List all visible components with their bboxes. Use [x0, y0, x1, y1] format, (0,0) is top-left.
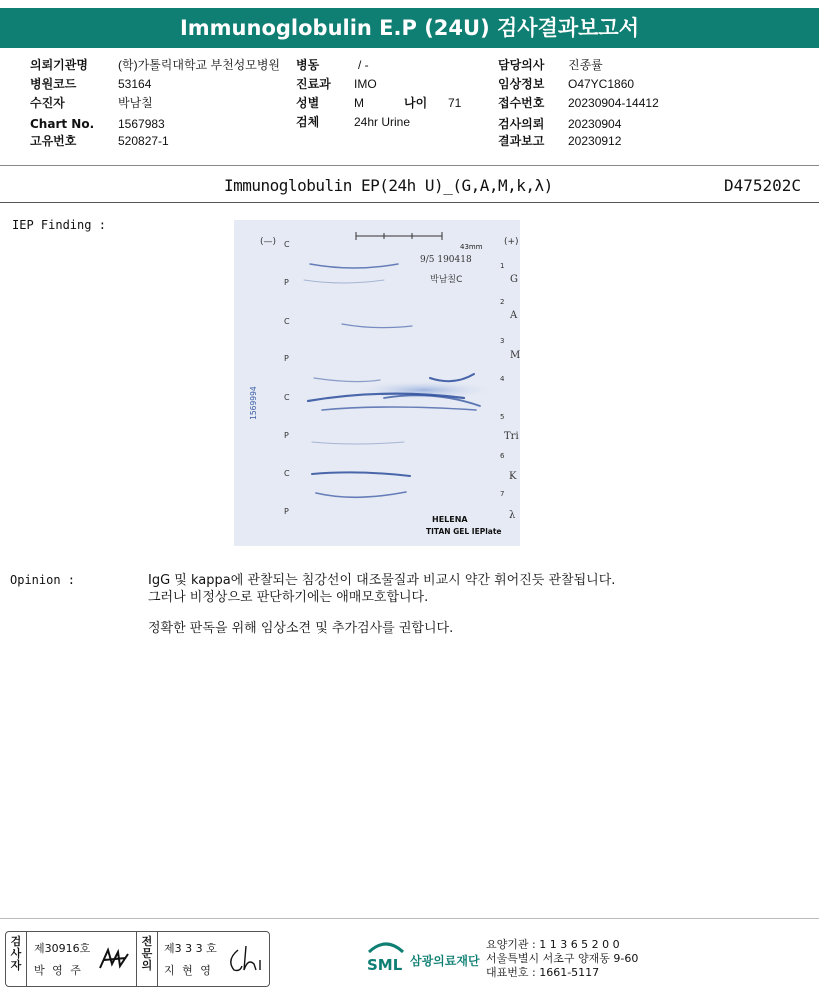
- label-hospital-code: 병원코드: [30, 77, 77, 91]
- gel-label-c4: C: [284, 469, 290, 478]
- specialist-license: 제3 3 3 호: [164, 942, 217, 955]
- gel-svg: [234, 220, 520, 546]
- specialist-title: 전문의: [141, 935, 153, 972]
- value-report-date: 20230912: [568, 134, 622, 148]
- lane-name-k: K: [509, 471, 517, 482]
- lane-number-4: 4: [500, 375, 505, 383]
- label-age: 나이: [404, 96, 428, 110]
- value-patient: 박남칠: [118, 96, 153, 110]
- value-sex: M: [354, 96, 364, 110]
- lane-name-m: M: [510, 350, 520, 361]
- gel-date: 9/5 190418: [420, 255, 472, 265]
- lane-number-3: 3: [500, 337, 505, 345]
- sml-logo-text: SML: [367, 956, 403, 974]
- signature-box: [5, 931, 270, 987]
- specialist-name: 지 현 영: [164, 964, 213, 977]
- org-phone: 대표번호 : 1661-5117: [486, 966, 600, 979]
- opinion-line-2: 그러나 비정상으로 판단하기에는 애매모호합니다.: [148, 590, 429, 605]
- iep-finding-label: IEP Finding :: [12, 218, 106, 232]
- label-ward: 병동: [296, 58, 320, 72]
- opinion-line-1: IgG 및 kappa에 관찰되는 침강선이 대조물질과 비교시 약간 휘어진듯 관찰됩니다.: [148, 573, 616, 588]
- value-hospital-code: 53164: [118, 77, 152, 91]
- label-unique-no: 고유번호: [30, 134, 77, 148]
- org-address: 서울특별시 서초구 양재동 9-60: [486, 952, 639, 965]
- test-code: D475202C: [723, 176, 801, 195]
- org-name: 삼광의료재단: [410, 954, 480, 968]
- report-title: Immunoglobulin E.P (24U) 검사결과보고서: [0, 8, 819, 48]
- gel-plus: (+): [504, 237, 519, 247]
- footer-divider: [0, 918, 819, 919]
- value-unique-no: 520827-1: [118, 134, 169, 148]
- value-receipt-no: 20230904-14412: [568, 96, 659, 110]
- label-sex: 성별: [296, 96, 320, 110]
- label-doctor: 담당의사: [498, 58, 545, 72]
- lane-number-7: 7: [500, 490, 505, 498]
- label-receipt-no: 접수번호: [498, 96, 545, 110]
- test-name: Immunoglobulin EP(24h U)_(G,A,M,k,λ): [224, 176, 553, 195]
- label-requesting-org: 의뢰기관명: [30, 58, 88, 72]
- label-department: 진료과: [296, 77, 331, 91]
- org-contact: [486, 938, 638, 980]
- gel-label-p1: P: [284, 278, 289, 287]
- examiner-name: 박 영 주: [34, 964, 83, 977]
- examiner-title: 검사자: [10, 935, 22, 972]
- iep-gel-image: [234, 220, 520, 546]
- value-age: 71: [448, 96, 462, 110]
- opinion-line-3: 정확한 판독을 위해 임상소견 및 추가검사를 권합니다.: [148, 621, 454, 636]
- lane-number-5: 5: [500, 413, 505, 421]
- gel-label-c3: C: [284, 393, 290, 402]
- value-clinical-info: O47YC1860: [568, 77, 635, 91]
- examiner-license: 제30916호: [34, 942, 91, 955]
- lane-number-1: 1: [500, 262, 505, 270]
- lane-name-tri: Tri: [504, 431, 519, 442]
- lane-name-a: A: [510, 310, 518, 321]
- gel-side-code: 1569994: [249, 386, 258, 420]
- label-report-date: 결과보고: [498, 134, 545, 148]
- lane-name-g: G: [510, 274, 518, 285]
- value-specimen: 24hr Urine: [354, 115, 411, 129]
- value-request-date: 20230904: [568, 117, 622, 131]
- label-clinical-info: 임상정보: [498, 77, 545, 91]
- test-name-row: [0, 176, 819, 200]
- gel-label-c1: C: [284, 240, 290, 249]
- opinion-text: [148, 572, 615, 637]
- gel-label-c2: C: [284, 317, 290, 326]
- value-chart-no: 1567983: [118, 117, 165, 131]
- gel-patient: 박남칠C: [430, 275, 463, 285]
- label-request-date: 검사의뢰: [498, 117, 545, 131]
- sml-logo: [365, 938, 407, 976]
- org-code: 요양기관 : 1 1 3 6 5 2 0 0: [486, 938, 620, 951]
- label-specimen: 검체: [296, 115, 320, 129]
- value-department: IMO: [354, 77, 377, 91]
- divider: [0, 202, 819, 203]
- gel-scale: 43mm: [460, 243, 483, 251]
- value-requesting-org: (학)가톨릭대학교 부천성모병원: [118, 58, 281, 72]
- value-ward: / -: [358, 58, 369, 72]
- divider: [0, 165, 819, 166]
- gel-minus: (—): [260, 237, 277, 247]
- label-chart-no: Chart No.: [30, 117, 95, 131]
- lane-name-lambda: λ: [509, 510, 516, 521]
- lane-number-2: 2: [500, 298, 505, 306]
- examiner-signature: [98, 944, 132, 974]
- value-doctor: 진종률: [568, 58, 603, 72]
- gel-label-p3: P: [284, 431, 289, 440]
- opinion-label: Opinion :: [10, 573, 76, 587]
- gel-brand: HELENA: [432, 515, 468, 524]
- gel-label-p2: P: [284, 354, 289, 363]
- lane-number-6: 6: [500, 452, 505, 460]
- gel-product: TITAN GEL IEPlate: [426, 527, 502, 536]
- specialist-signature: [224, 942, 264, 976]
- label-patient: 수진자: [30, 96, 65, 110]
- gel-label-p4: P: [284, 507, 289, 516]
